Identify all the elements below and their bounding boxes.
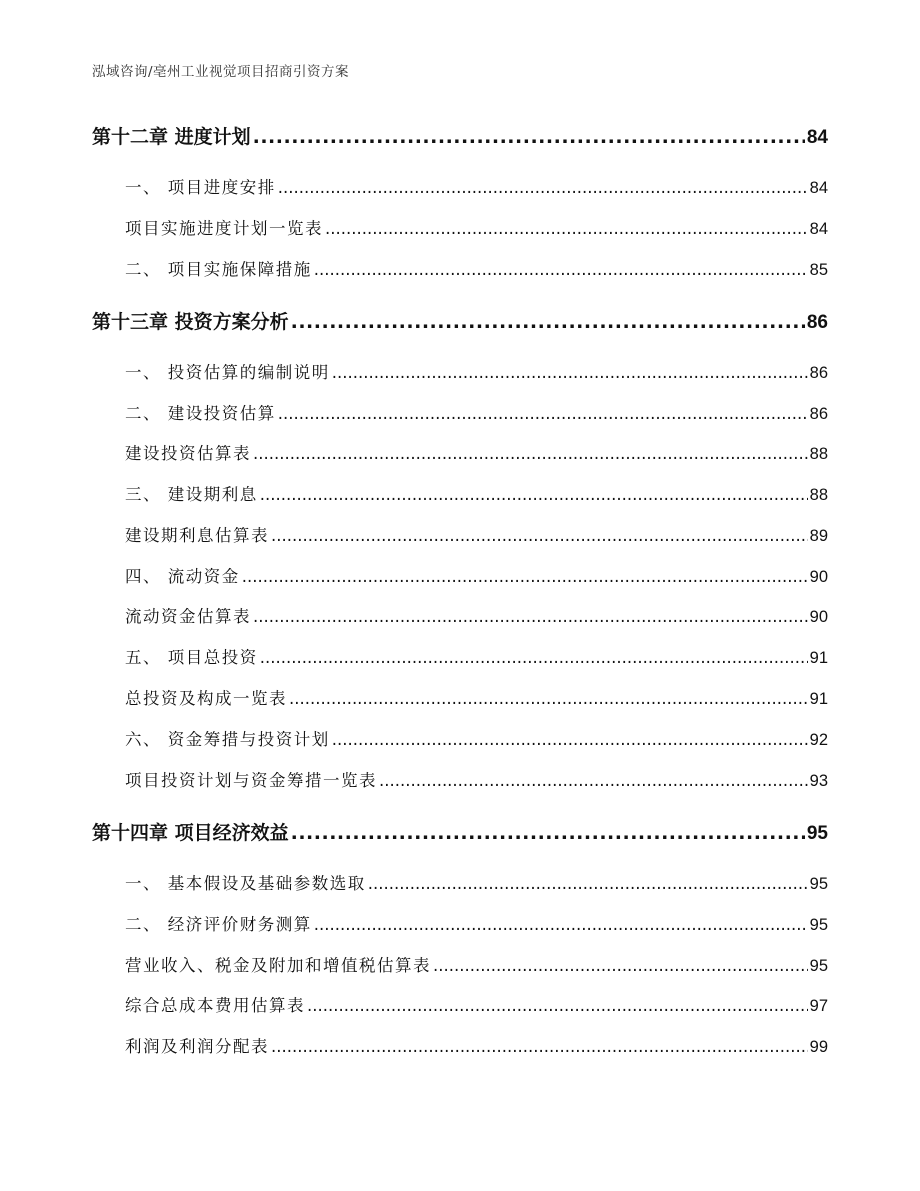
toc-entry-label: 第十三章 投资方案分析 xyxy=(92,311,289,333)
toc-entry-section[interactable] xyxy=(125,992,828,1020)
toc-entry-section[interactable] xyxy=(125,522,828,550)
page-header: 泓域咨询/亳州工业视觉项目招商引资方案 xyxy=(92,64,350,80)
toc-entry-label: 营业收入、税金及附加和增值税估算表 xyxy=(125,956,431,975)
toc-leader-dots xyxy=(253,126,805,148)
toc-leader-dots xyxy=(291,311,805,333)
toc-leader-dots xyxy=(314,915,808,934)
toc-entry-page: 84 xyxy=(809,179,828,197)
toc-leader-dots xyxy=(332,730,808,749)
toc-entry-page: 93 xyxy=(809,772,828,790)
toc-entry-page: 86 xyxy=(809,405,828,423)
toc-entry-section[interactable] xyxy=(125,952,828,980)
toc-leader-dots xyxy=(433,956,808,975)
toc-entry-section[interactable] xyxy=(125,256,828,284)
toc-entry-label: 第十二章 进度计划 xyxy=(92,126,251,148)
toc-leader-dots xyxy=(278,178,808,197)
toc-entry-section[interactable] xyxy=(125,215,828,243)
toc-entry-page: 95 xyxy=(809,916,828,934)
toc-entry-page: 88 xyxy=(809,445,828,463)
toc-entry-label: 流动资金估算表 xyxy=(125,607,251,626)
toc-entry-section[interactable] xyxy=(125,685,828,713)
toc-entry-section[interactable] xyxy=(125,359,828,387)
toc-entry-page: 86 xyxy=(809,364,828,382)
toc-leader-dots xyxy=(271,1037,808,1056)
toc-entry-section[interactable] xyxy=(125,726,828,754)
toc-leader-dots xyxy=(271,526,808,545)
toc-entry-chapter-12[interactable] xyxy=(92,122,828,150)
toc-entry-label: 项目投资计划与资金筹措一览表 xyxy=(125,771,377,790)
toc-entry-section[interactable] xyxy=(125,870,828,898)
toc-entry-label: 一、 基本假设及基础参数选取 xyxy=(125,874,366,893)
toc-entry-label: 二、 经济评价财务测算 xyxy=(125,915,312,934)
toc-leader-dots xyxy=(368,874,808,893)
toc-entry-section[interactable] xyxy=(125,603,828,631)
toc-entry-section[interactable] xyxy=(125,563,828,591)
toc-entry-page: 95 xyxy=(809,957,828,975)
toc-leader-dots xyxy=(260,648,808,667)
toc-entry-label: 综合总成本费用估算表 xyxy=(125,996,305,1015)
toc-leader-dots xyxy=(291,822,805,844)
toc-entry-page: 91 xyxy=(809,690,828,708)
toc-leader-dots xyxy=(332,363,808,382)
toc-entry-label: 一、 投资估算的编制说明 xyxy=(125,363,330,382)
toc-entry-label: 六、 资金筹措与投资计划 xyxy=(125,730,330,749)
toc-entry-label: 利润及利润分配表 xyxy=(125,1037,269,1056)
toc-entry-label: 二、 项目实施保障措施 xyxy=(125,260,312,279)
toc-entry-label: 第十四章 项目经济效益 xyxy=(92,822,289,844)
toc-leader-dots xyxy=(307,996,808,1015)
toc-entry-label: 项目实施进度计划一览表 xyxy=(125,219,323,238)
toc-entry-page: 99 xyxy=(809,1038,828,1056)
toc-leader-dots xyxy=(289,689,808,708)
toc-entry-page: 92 xyxy=(809,731,828,749)
toc-leader-dots xyxy=(260,485,808,504)
toc-leader-dots xyxy=(253,607,808,626)
toc-leader-dots xyxy=(242,567,808,586)
toc-entry-section[interactable] xyxy=(125,440,828,468)
toc-entry-page: 97 xyxy=(809,997,828,1015)
toc-entry-page: 84 xyxy=(806,127,828,148)
toc-entry-section[interactable] xyxy=(125,400,828,428)
toc-entry-label: 五、 项目总投资 xyxy=(125,648,258,667)
toc-entry-chapter-13[interactable] xyxy=(92,307,828,335)
toc-entry-page: 84 xyxy=(809,220,828,238)
toc-entry-page: 95 xyxy=(809,875,828,893)
toc-entry-label: 建设投资估算表 xyxy=(125,444,251,463)
toc-entry-label: 总投资及构成一览表 xyxy=(125,689,287,708)
toc-leader-dots xyxy=(253,444,808,463)
toc-entry-label: 二、 建设投资估算 xyxy=(125,404,276,423)
toc-entry-page: 86 xyxy=(806,312,828,333)
toc-entry-page: 88 xyxy=(809,486,828,504)
toc-entry-label: 建设期利息估算表 xyxy=(125,526,269,545)
toc-entry-section[interactable] xyxy=(125,911,828,939)
toc-entry-page: 85 xyxy=(809,261,828,279)
toc-entry-page: 91 xyxy=(809,649,828,667)
toc-leader-dots xyxy=(325,219,808,238)
toc-entry-label: 一、 项目进度安排 xyxy=(125,178,276,197)
toc-entry-section[interactable] xyxy=(125,644,828,672)
toc-entry-section[interactable] xyxy=(125,481,828,509)
toc-entry-section[interactable] xyxy=(125,174,828,202)
toc-entry-label: 四、 流动资金 xyxy=(125,567,240,586)
toc-leader-dots xyxy=(379,771,808,790)
toc-entry-section[interactable] xyxy=(125,767,828,795)
toc-leader-dots xyxy=(278,404,808,423)
toc-entry-section[interactable] xyxy=(125,1033,828,1061)
toc-entry-label: 三、 建设期利息 xyxy=(125,485,258,504)
toc-entry-page: 90 xyxy=(809,608,828,626)
toc-leader-dots xyxy=(314,260,808,279)
toc-entry-chapter-14[interactable] xyxy=(92,818,828,846)
toc-entry-page: 89 xyxy=(809,527,828,545)
toc-entry-page: 95 xyxy=(806,823,828,844)
toc-entry-page: 90 xyxy=(809,568,828,586)
